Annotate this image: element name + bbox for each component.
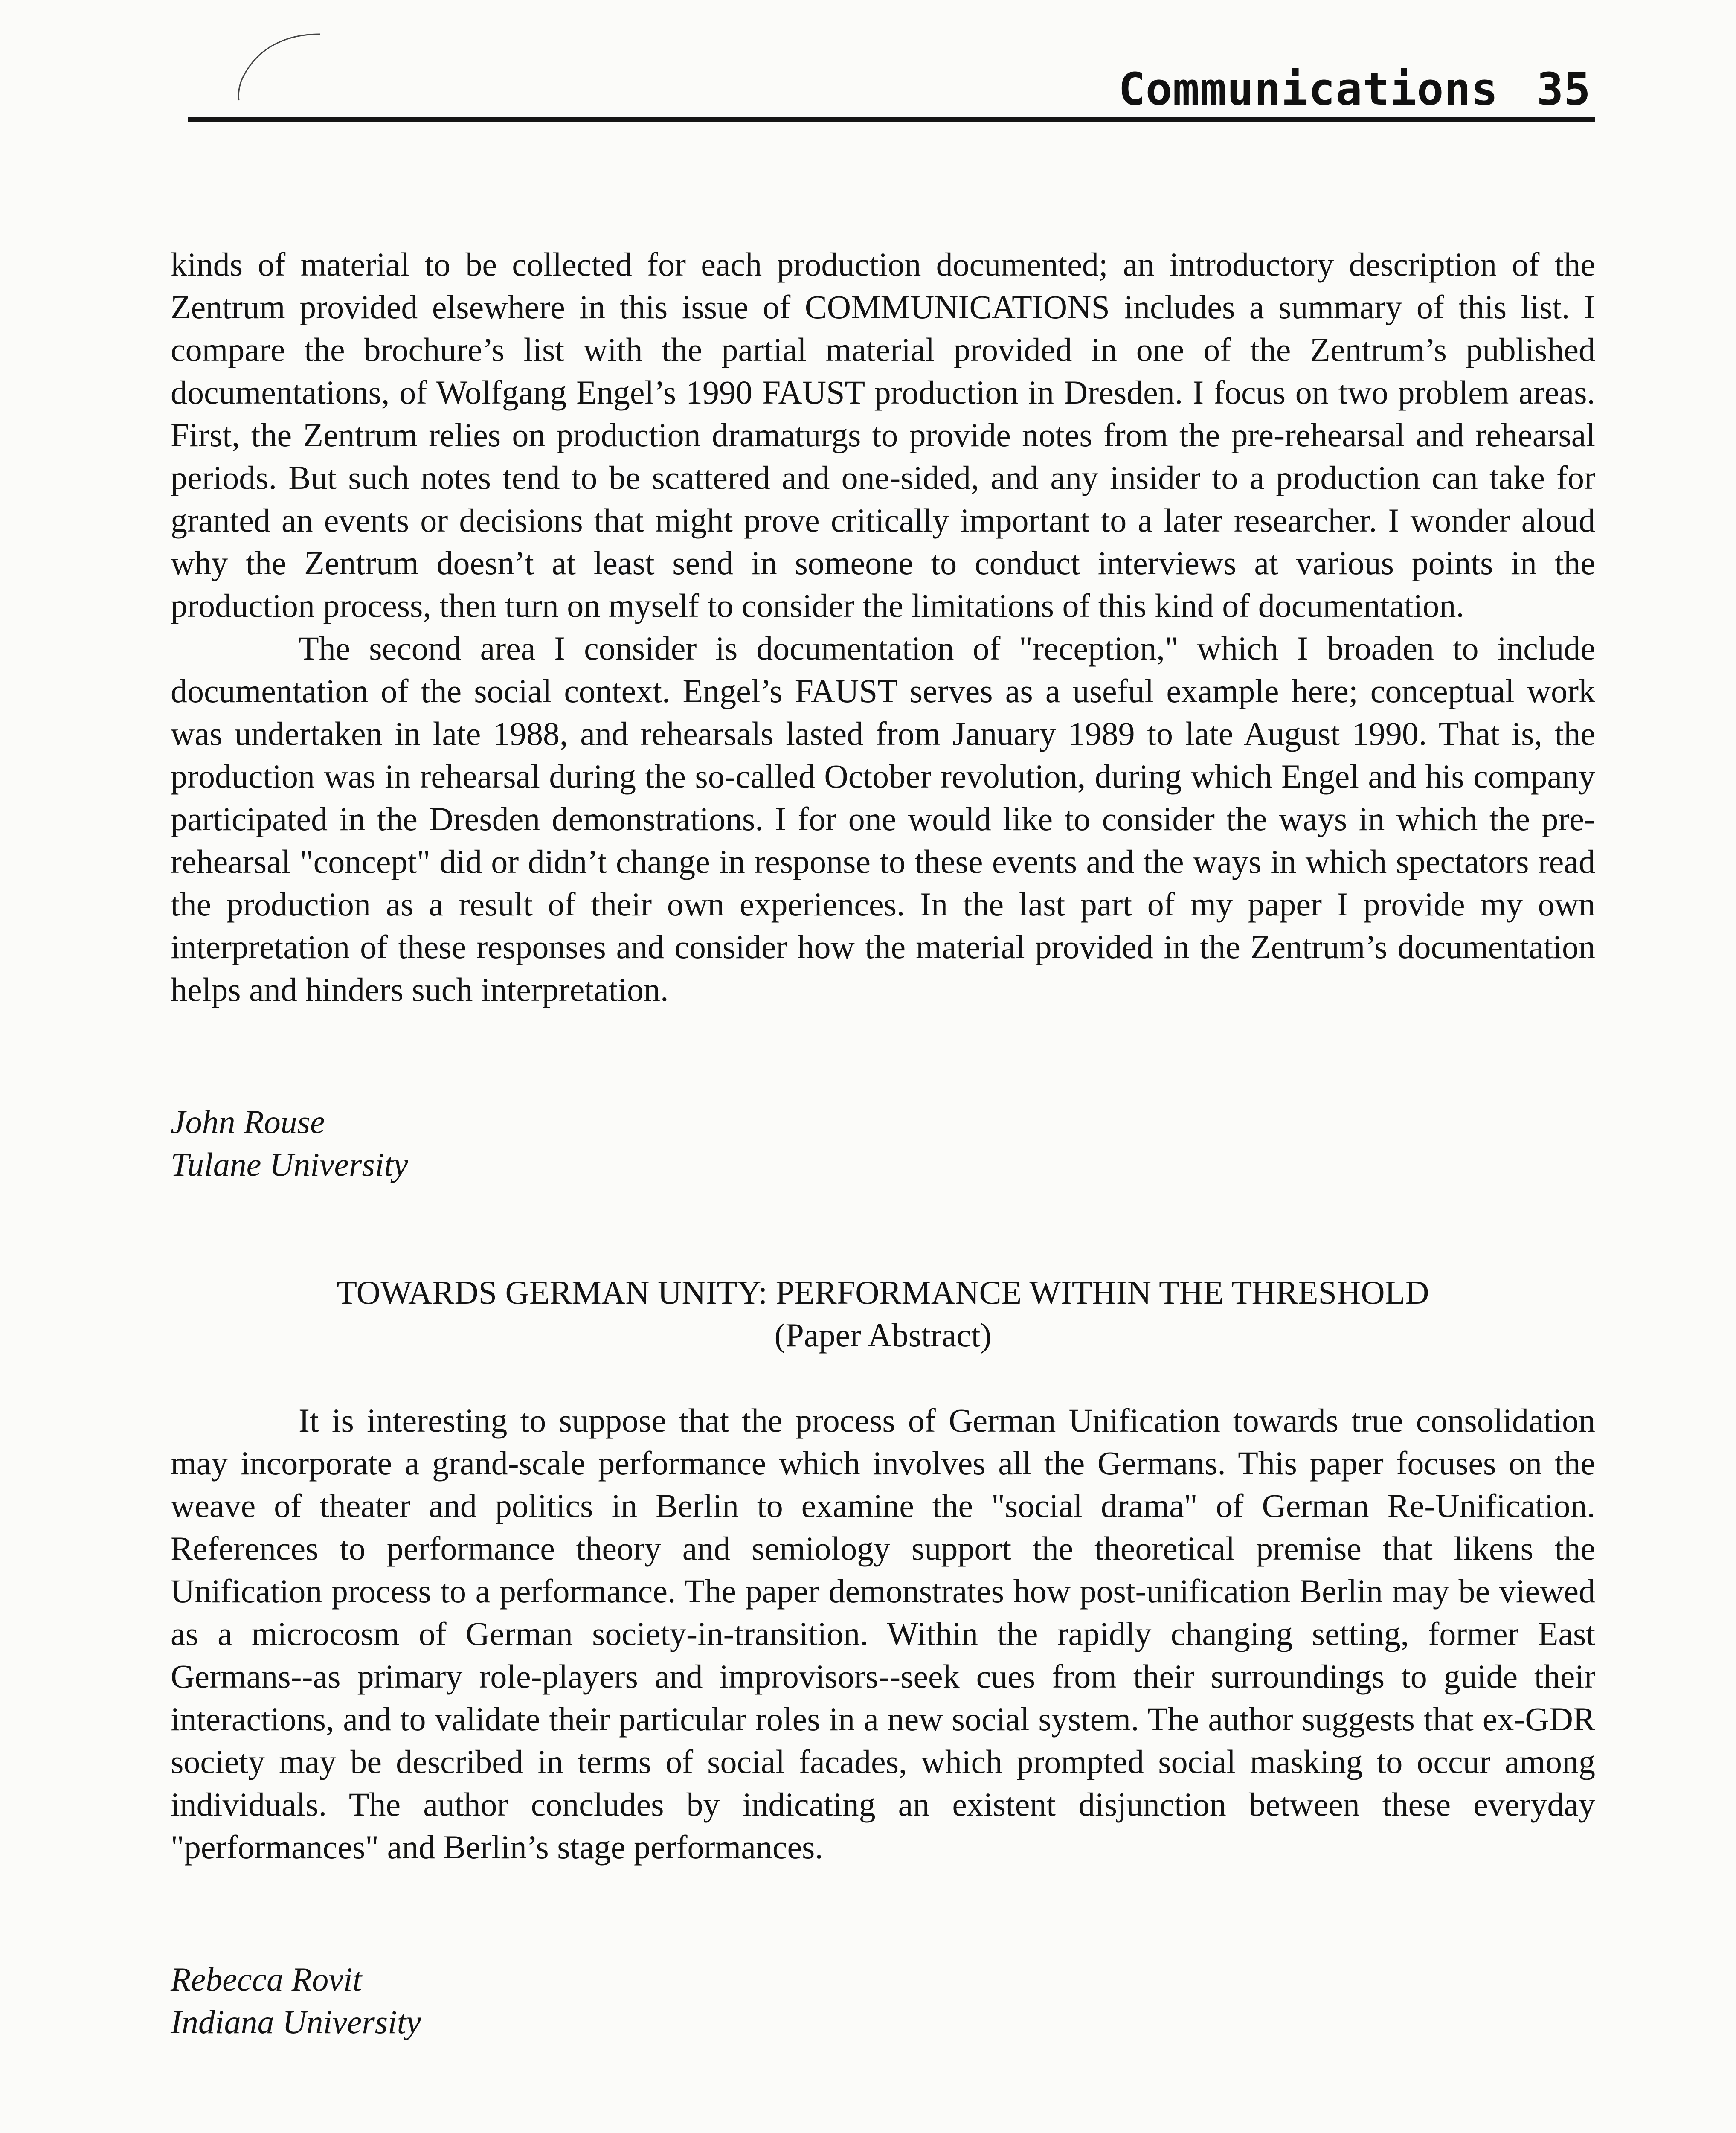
- section1-paragraph-2: The second area I consider is documentation of "reception," which I broaden to include documentation of the social context. Engel’s FAUST serves as a useful example here; conceptual work was undertaken in late 1988, and rehearsals lasted from January 1989 to late August 1990. That is, the production was in rehearsal during the so-called October revolution, during which Engel and his company participated in the Dresden demonstrations. I for one would like to consider the ways in which the pre-rehearsal "concept" did or didn’t change in response to these events and the ways in which spectators read the production as a result of their own experiences. In the last part of my paper I provide my own interpretation of these responses and consider how the material provided in the Zentrum’s documentation helps and hinders such interpretation.: [171, 630, 1595, 1008]
- section1-paragraph-1: kinds of material to be collected for each production documented; an introductory description of the Zentrum provided elsewhere in this issue of COMMUNICATIONS includes a summary of this list. I compare the brochure’s list with the partial material provided in one of the Zentrum’s published documentations, of Wolfgang Engel’s 1990 FAUST production in Dresden. I focus on two problem areas. First, the Zentrum relies on production dramaturgs to provide notes from the pre-rehearsal and rehearsal periods. But such notes tend to be scattered and one-sided, and any insider to a production can take for granted an events or decisions that might prove critically important to a later researcher. I wonder aloud why the Zentrum doesn’t at least send in someone to conduct interviews at various points in the production process, then turn on myself to consider the limitations of this kind of documentation.: [171, 246, 1595, 624]
- corner-mark-decoration: [230, 26, 333, 102]
- header-section-title: Communications: [1118, 63, 1498, 115]
- abstract-title: TOWARDS GERMAN UNITY: PERFORMANCE WITHIN THE THRESHOLD: [337, 1274, 1429, 1311]
- running-header: [1118, 63, 1591, 115]
- section2-author: Rebecca Rovit: [171, 1961, 362, 1998]
- section1-author: John Rouse: [171, 1103, 325, 1140]
- section2-signature: [171, 1958, 421, 2043]
- section2-paragraph: It is interesting to suppose that the process of German Unification towards true consolidation may incorporate a grand-scale performance which involves all the Germans. This paper focuses on the weave of theater and politics in Berlin to examine the "social drama" of German Re-Unification. References to performance theory and semiology support the theoretical premise that likens the Unification process to a performance. The paper demonstrates how post-unification Berlin may be viewed as a microcosm of German society-in-transition. Within the rapidly changing setting, former East Germans--as primary role-players and improvisors--seek cues from their surroundings to guide their interactions, and to validate their particular roles in a new social system. The author suggests that ex-GDR society may be described in terms of social facades, which prompted social masking to occur among individuals. The author concludes by indicating an existent disjunction between these everyday "performances" and Berlin’s stage performances.: [171, 1402, 1595, 1866]
- abstract-subtitle: (Paper Abstract): [774, 1316, 992, 1354]
- abstract-heading: [171, 1271, 1595, 1357]
- section1-body: [171, 243, 1595, 1011]
- section2-body: [171, 1399, 1595, 1869]
- section1-signature: [171, 1101, 408, 1186]
- header-page-number: 35: [1536, 63, 1591, 115]
- section1-affiliation: Tulane University: [171, 1146, 408, 1183]
- header-rule: [188, 117, 1595, 122]
- section2-affiliation: Indiana University: [171, 2003, 421, 2040]
